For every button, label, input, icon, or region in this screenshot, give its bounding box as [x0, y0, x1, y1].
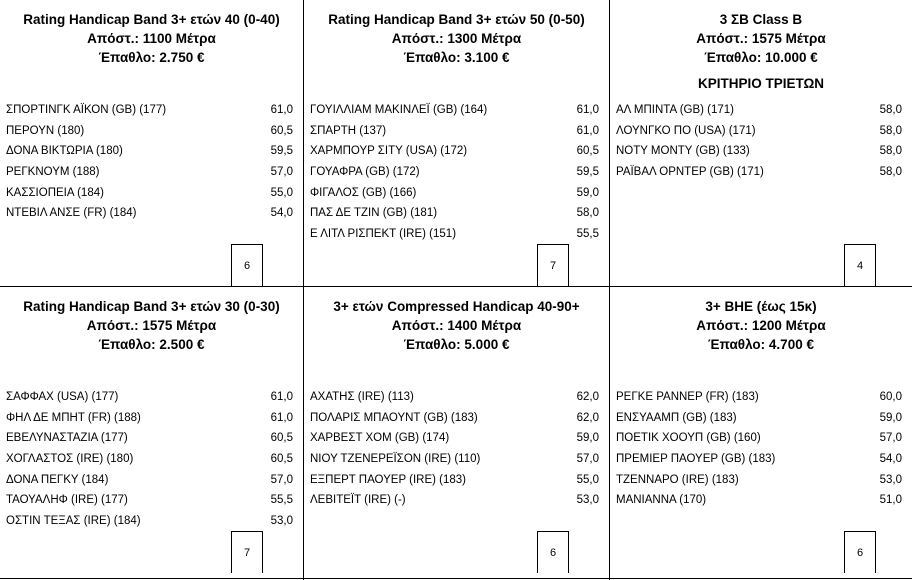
race-distance: Απόστ.: 1300 Μέτρα [391, 31, 522, 46]
entry-row [616, 162, 902, 183]
horse-name: ΠΕΡΟΥΝ (180) [6, 124, 85, 137]
weight-value: 59,0 [576, 186, 599, 199]
entry-row [310, 408, 599, 429]
weight-value: 62,0 [576, 411, 599, 424]
weight-value: 58,0 [879, 124, 902, 137]
entry-row [310, 203, 599, 224]
horse-name: ΟΣΤΙΝ ΤΕΞΑΣ (IRE) (184) [6, 515, 141, 528]
race-title: 3+ ΒΗΕ (έως 15κ) [705, 299, 817, 314]
weight-value: 61,0 [576, 124, 599, 137]
horse-name: ΛΕΒΙΤΕΪΤ (IRE) (-) [310, 494, 406, 507]
horse-name: ΡΕΓΚΕ ΡΑΝΝΕΡ (FR) (183) [616, 391, 759, 403]
horse-name: ΓΟΥΙΛΛΙΑΜ ΜΑΚΙΝΛΕΪ (GB) (164) [310, 104, 488, 116]
horse-name: ΕΝΣΥΑΑΜΠ (GB) (183) [616, 411, 737, 424]
weight-value: 58,0 [879, 166, 902, 179]
weight-value: 61,0 [576, 104, 599, 116]
runner-count-box: 6 [844, 531, 876, 573]
race-header [304, 297, 609, 354]
horse-name: ΕΞΠΕΡΤ ΠΑΟΥΕΡ (IRE) (183) [310, 473, 466, 486]
race-prize: Έπαθλο: 2.500 € [98, 337, 205, 352]
race-extra-note: ΚΡΙΤΗΡΙΟ ΤΡΙΕΤΩΝ [697, 76, 825, 91]
race-prize: Έπαθλο: 10.000 € [704, 50, 818, 65]
entry-row [6, 141, 293, 162]
entry-row [616, 490, 902, 511]
entry-row [310, 121, 599, 142]
entry-row [310, 224, 599, 245]
entry-row [310, 100, 599, 121]
weight-value: 62,0 [576, 391, 599, 403]
weight-value: 53,0 [270, 515, 293, 528]
race-prize: Έπαθλο: 4.700 € [708, 337, 814, 352]
entry-row [310, 183, 599, 204]
horse-name: ΠΟΕΤΙΚ ΧΟΟΥΠ (GB) (160) [616, 432, 761, 445]
entry-row [6, 490, 293, 511]
entry-row [6, 162, 293, 183]
weight-value: 55,5 [270, 494, 293, 507]
horse-name: ΜΑΝΙΑΝΝΑ (170) [616, 494, 707, 507]
race-header [304, 10, 609, 67]
horse-name: ΠΡΕΜΙΕΡ ΠΑΟΥΕΡ (GB) (183) [616, 453, 776, 466]
entry-row [310, 428, 599, 449]
horse-name: ΤΖΕΝΝΑΡΟ (IRE) (183) [616, 473, 739, 486]
runner-count-box: 7 [537, 244, 569, 286]
weight-value: 57,0 [576, 453, 599, 466]
race-prize: Έπαθλο: 5.000 € [403, 337, 510, 352]
entry-row [6, 449, 293, 470]
race-title: 3 ΣΒ Class B [719, 12, 803, 27]
horse-name: ΔΟΝΑ ΒΙΚΤΩΡΙΑ (180) [6, 145, 123, 158]
horse-name: Ε ΛΙΤΛ ΡΙΣΠΕΚΤ (IRE) (151) [310, 228, 457, 241]
weight-value: 53,0 [576, 494, 599, 507]
weight-value: 55,0 [270, 186, 293, 199]
entries-list [310, 387, 599, 511]
race-title: 3+ ετών Compressed Handicap 40-90+ [333, 299, 580, 314]
weight-value: 57,0 [879, 432, 902, 445]
race-distance: Απόστ.: 1400 Μέτρα [391, 318, 522, 333]
weight-value: 54,0 [270, 207, 293, 220]
weight-value: 61,0 [270, 391, 293, 403]
race-card [304, 287, 609, 573]
weight-value: 58,0 [879, 104, 902, 116]
weight-value: 51,0 [879, 494, 902, 507]
entries-list [6, 387, 293, 532]
entry-row [6, 183, 293, 204]
horse-name: ΝΟΤΥ ΜΟΝΤΥ (GB) (133) [616, 145, 750, 158]
weight-value: 59,0 [879, 411, 902, 424]
entry-row [310, 490, 599, 511]
entry-row [6, 387, 293, 408]
horse-name: ΕΒΕΛΥΝΑΣΤΑΖΙΑ (177) [6, 432, 128, 445]
horse-name: ΠΑΣ ΔΕ ΤΖΙΝ (GB) (181) [310, 207, 438, 220]
race-title: Rating Handicap Band 3+ ετών 40 (0-40) [23, 12, 280, 27]
horse-name: ΧΑΡΜΠΟΥΡ ΣΙΤΥ (USA) (172) [310, 145, 468, 158]
race-header [0, 10, 303, 67]
horse-name: ΦΙΓΑΛΟΣ (GB) (166) [310, 186, 417, 199]
entry-row [6, 121, 293, 142]
runner-count-box: 7 [231, 531, 263, 573]
horse-name: ΦΗΛ ΔΕ ΜΠΗΤ (FR) (188) [6, 411, 141, 424]
race-card [0, 0, 303, 286]
horse-name: ΛΟΥΝΓΚΟ ΠΟ (USA) (171) [616, 124, 756, 137]
race-card [610, 0, 912, 286]
runner-count-box: 6 [537, 531, 569, 573]
horse-name: ΑΧΑΤΗΣ (IRE) (113) [310, 391, 414, 403]
weight-value: 58,0 [879, 145, 902, 158]
race-card [610, 287, 912, 573]
entry-row [616, 428, 902, 449]
runner-count-box: 6 [231, 244, 263, 286]
row-divider [0, 578, 912, 579]
weight-value: 59,0 [576, 432, 599, 445]
entry-row [616, 141, 902, 162]
entries-list [616, 387, 902, 511]
weight-value: 59,5 [576, 166, 599, 179]
entry-row [616, 387, 902, 408]
race-distance: Απόστ.: 1200 Μέτρα [696, 318, 826, 333]
race-distance: Απόστ.: 1575 Μέτρα [86, 318, 217, 333]
entry-row [616, 449, 902, 470]
race-title: Rating Handicap Band 3+ ετών 30 (0-30) [23, 299, 280, 314]
entry-row [6, 511, 293, 532]
horse-name: ΡΕΓΚΝΟΥΜ (188) [6, 166, 100, 179]
weight-value: 54,0 [879, 453, 902, 466]
horse-name: ΧΟΓΛΑΣΤΟΣ (IRE) (180) [6, 453, 134, 466]
weight-value: 60,5 [270, 432, 293, 445]
horse-name: ΚΑΣΣΙΟΠΕΙΑ (184) [6, 186, 104, 199]
runner-count-box: 4 [844, 244, 876, 286]
weight-value: 53,0 [879, 473, 902, 486]
entry-row [310, 449, 599, 470]
entries-list [616, 100, 902, 183]
weight-value: 57,0 [270, 473, 293, 486]
weight-value: 55,0 [576, 473, 599, 486]
entries-list [310, 100, 599, 245]
horse-name: ΝΤΕΒΙΛ ΑΝΣΕ (FR) (184) [6, 207, 137, 220]
weight-value: 60,5 [576, 145, 599, 158]
entry-row [6, 428, 293, 449]
entry-row [310, 141, 599, 162]
race-card [0, 287, 303, 573]
race-header [610, 297, 912, 354]
horse-name: ΣΠΟΡΤΙΝΓΚ ΑΪΚΟΝ (GB) (177) [6, 104, 167, 116]
entry-row [310, 387, 599, 408]
race-prize: Έπαθλο: 3.100 € [403, 50, 510, 65]
horse-name: ΝΙΟΥ ΤΖΕΝΕΡΕΪΣΟΝ (IRE) (110) [310, 453, 481, 466]
race-header [610, 10, 912, 93]
entry-row [6, 100, 293, 121]
entry-row [6, 203, 293, 224]
entries-list [6, 100, 293, 224]
horse-name: ΑΛ ΜΠΙΝΤΑ (GB) (171) [616, 104, 735, 116]
weight-value: 55,5 [576, 228, 599, 241]
weight-value: 60,5 [270, 124, 293, 137]
entry-row [616, 121, 902, 142]
entry-row [6, 408, 293, 429]
race-title: Rating Handicap Band 3+ ετών 50 (0-50) [328, 12, 585, 27]
weight-value: 61,0 [270, 104, 293, 116]
entry-row [616, 408, 902, 429]
race-distance: Απόστ.: 1100 Μέτρα [87, 31, 216, 46]
horse-name: ΓΟΥΑΦΡΑ (GB) (172) [310, 166, 420, 179]
horse-name: ΡΑΪΒΑΛ ΟΡΝΤΕΡ (GB) (171) [616, 166, 764, 179]
weight-value: 60,0 [879, 391, 902, 403]
weight-value: 61,0 [270, 411, 293, 424]
horse-name: ΣΠΑΡΤΗ (137) [310, 124, 387, 137]
entry-row [6, 470, 293, 491]
race-header [0, 297, 303, 354]
race-distance: Απόστ.: 1575 Μέτρα [696, 31, 826, 46]
weight-value: 58,0 [576, 207, 599, 220]
horse-name: ΣΑΦΦΑΧ (USA) (177) [6, 391, 119, 403]
race-prize: Έπαθλο: 2.750 € [98, 50, 205, 65]
horse-name: ΠΟΛΑΡΙΣ ΜΠΑΟΥΝΤ (GB) (183) [310, 411, 478, 424]
entry-row [616, 470, 902, 491]
entry-row [616, 100, 902, 121]
weight-value: 57,0 [270, 166, 293, 179]
weight-value: 59,5 [270, 145, 293, 158]
weight-value: 60,5 [270, 453, 293, 466]
entry-row [310, 162, 599, 183]
horse-name: ΤΑΟΥΑΛΗΦ (IRE) (177) [6, 494, 128, 507]
horse-name: ΔΟΝΑ ΠΕΓΚΥ (184) [6, 473, 109, 486]
horse-name: ΧΑΡΒΕΣΤ ΧΟΜ (GB) (174) [310, 432, 450, 445]
race-card [304, 0, 609, 286]
entry-row [310, 470, 599, 491]
